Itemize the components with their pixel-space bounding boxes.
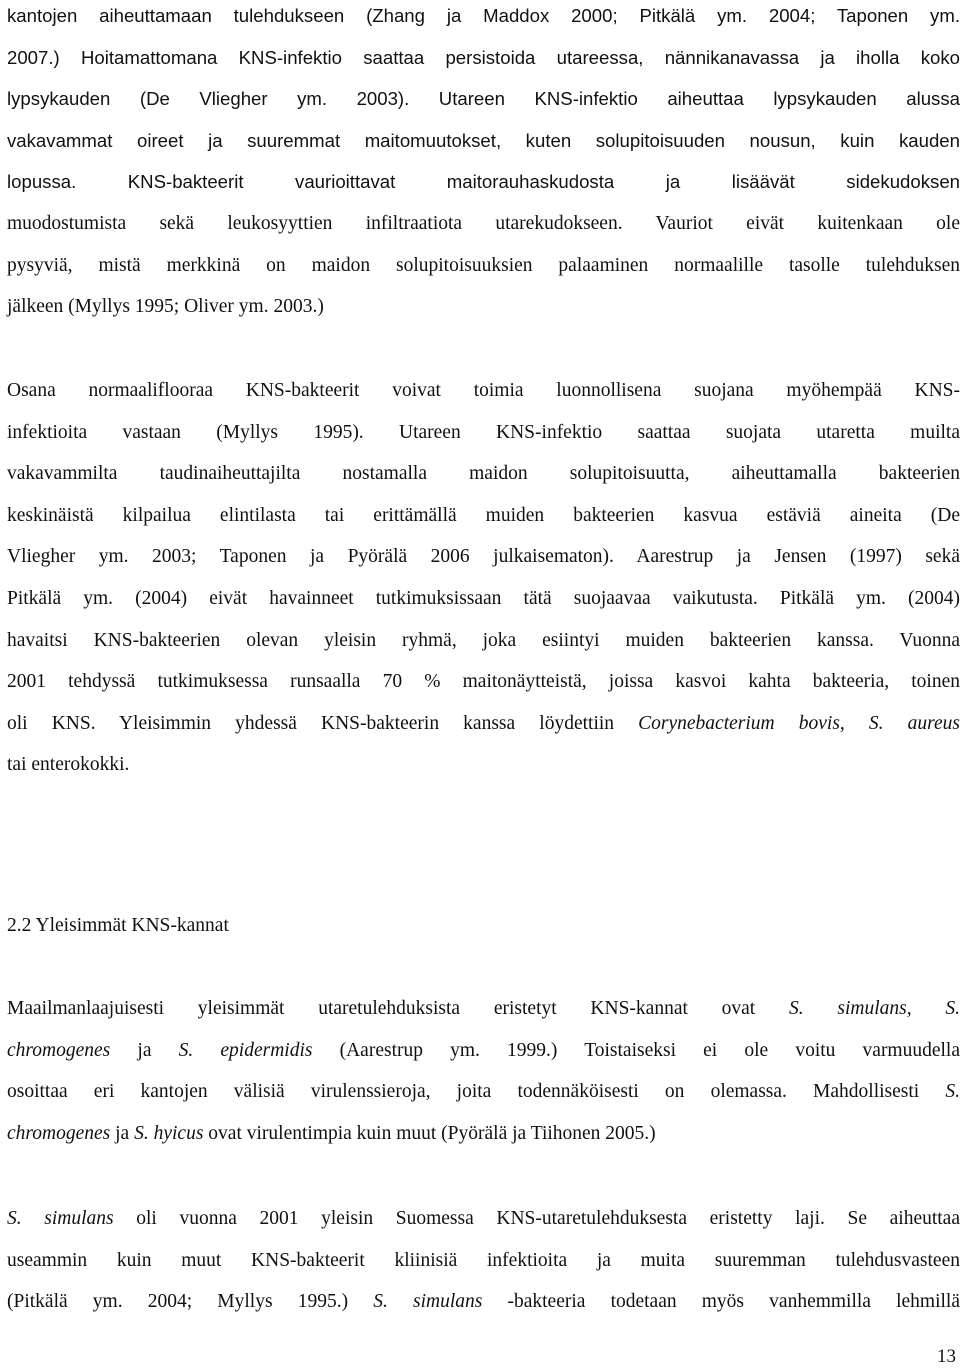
- text-line: osoittaa eri kantojen välisiä virulenssieroja, joita todennäköisesti on olemassa. Mahdollisesti S.: [7, 1081, 960, 1103]
- text-line: lopussa. KNS-bakteerit vaurioittavat maitorauhaskudosta ja lisäävät sidekudoksen: [7, 171, 960, 193]
- species-name: S. simulans: [373, 1291, 483, 1313]
- text-line: Osana normaaliflooraa KNS-bakteerit voivat toimia luonnollisena suojana myöhempää KNS-: [7, 380, 960, 401]
- text-line: Vliegher ym. 2003; Taponen ja Pyörälä 2006 julkaisematon). Aarestrup ja Jensen (1997) sekä: [7, 546, 960, 568]
- text-line: chromogenes ja S. hyicus ovat virulentimpia kuin muut (Pyörälä ja Tiihonen 2005.): [7, 1122, 656, 1144]
- text-line: (Pitkälä ym. 2004; Myllys 1995.) S. simulans -bakteeria todetaan myös vanhemmilla lehmillä: [7, 1291, 960, 1313]
- text-line: 2001 tehdyssä tutkimuksessa runsaalla 70 % maitonäytteistä, joissa kasvoi kahta bakteeria, toinen: [7, 671, 960, 693]
- paragraph-4: [7, 1198, 960, 1323]
- text-line: Pitkälä ym. (2004) eivät havainneet tutkimuksissaan tätä suojaavaa vaikutusta. Pitkälä ym. (2004): [7, 587, 960, 609]
- text-line: useammin kuin muut KNS-bakteerit kliinisiä infektioita ja muita suuremman tulehdusvasteen: [7, 1249, 960, 1271]
- species-name: S. aureus: [868, 712, 960, 734]
- text-line: muodostumista sekä leukosyyttien infiltraatiota utarekudokseen. Vauriot eivät kuitenkaan ole: [7, 212, 960, 234]
- text-line: oli KNS. Yleisimmin yhdessä KNS-bakteerin kanssa löydettiin Corynebacterium bovis, S. aureus: [7, 712, 960, 734]
- species-name: S. simulans: [7, 1208, 114, 1229]
- text-line: vakavammat oireet ja suuremmat maitomuutokset, kuten solupitoisuuden nousun, kuin kauden: [7, 129, 960, 151]
- species-name: S. epidermidis: [178, 1039, 313, 1061]
- species-name: chromogenes: [7, 1122, 111, 1144]
- species-name: chromogenes: [7, 1039, 111, 1061]
- text-line: Maailmanlaajuisesti yleisimmät utaretulehduksista eristetyt KNS-kannat ovat S. simulans, S.: [7, 998, 960, 1019]
- text-line: tai enterokokki.: [7, 754, 130, 776]
- page-number: 13: [937, 1346, 956, 1367]
- species-name: S. simulans, S.: [789, 998, 960, 1019]
- text-line: kantojen aiheuttamaan tulehdukseen (Zhang ja Maddox 2000; Pitkälä ym. 2004; Taponen ym.: [7, 5, 960, 26]
- text-line: keskinäistä kilpailua elintilasta tai erittämällä muiden bakteerien kasvua estäviä aineita (De: [7, 504, 960, 526]
- text-line: havaitsi KNS-bakteerien olevan yleisin ryhmä, joka esiintyi muiden bakteerien kanssa. Vuonna: [7, 629, 960, 651]
- text-line: S. simulans oli vuonna 2001 yleisin Suomessa KNS-utaretulehduksesta eristetty laji. Se aiheuttaa: [7, 1208, 960, 1229]
- species-name: S.: [945, 1081, 960, 1103]
- section-heading: 2.2 Yleisimmät KNS-kannat: [7, 915, 229, 936]
- text-line: pysyviä, mistä merkkinä on maidon solupitoisuuksien palaaminen normaalille tasolle tulehduksen: [7, 254, 960, 276]
- text-line: infektioita vastaan (Myllys 1995). Utareen KNS-infektio saattaa suojata utaretta muilta: [7, 421, 960, 443]
- species-name: S. hyicus: [134, 1122, 204, 1144]
- paragraph-3: [7, 988, 960, 1154]
- paragraph-1: [7, 0, 960, 328]
- species-name: Corynebacterium bovis: [638, 712, 840, 734]
- text-line: vakavammilta taudinaiheuttajilta nostamalla maidon solupitoisuutta, aiheuttamalla bakteerien: [7, 463, 960, 485]
- text-line: chromogenes ja S. epidermidis (Aarestrup ym. 1999.) Toistaiseksi ei ole voitu varmuudella: [7, 1039, 960, 1061]
- paragraph-2: [7, 370, 960, 786]
- text-line: lypsykauden (De Vliegher ym. 2003). Utareen KNS-infektio aiheuttaa lypsykauden alussa: [7, 88, 960, 110]
- text-line: jälkeen (Myllys 1995; Oliver ym. 2003.): [7, 296, 324, 318]
- text-line: 2007.) Hoitamattomana KNS-infektio saattaa persistoida utareessa, nännikanavassa ja iholla koko: [7, 46, 960, 68]
